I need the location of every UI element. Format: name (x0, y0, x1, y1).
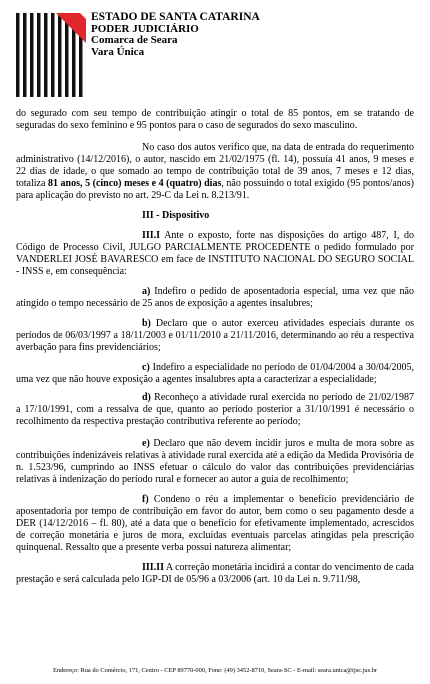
item-f-label: f) (142, 494, 149, 505)
item-b-text: Declaro que o autor exerceu atividades especiais durante os períodos de 06/03/1997 a 18/11/2003 e 01/11/2010 a 21/11/2016, determinando ao réu a respectiva averbação para fins previdenciários; (16, 318, 414, 353)
court-name: Vara Única (91, 45, 145, 58)
tjsc-logo-icon (16, 13, 86, 97)
item-a (16, 286, 414, 310)
ruling-text: Ante o exposto, forte nas disposições do artigo 487, I, do Código de Processo Civil, JULGO PARCIALMENTE PROCEDENTE o pedido formulado por VANDERLEI JOSÉ BAVARESCO em face de INSTITUTO NACIONAL DO SEGURO SOCIAL - INSS e, em consequência: (16, 230, 414, 277)
court-identification (91, 12, 260, 58)
item-c (16, 362, 414, 386)
case-analysis-text-start: No caso dos autos verifico que, na data de entrada do requerimento administrativo (14/12/2016), o autor, nascido em 21/02/1975 (fl. 14), possuía 41 anos, 9 meses e 22 dias de idade, o que somado ao tempo de contribuição total de 39 anos, 7 meses e 12 dias, totaliza (16, 142, 414, 189)
item-a-text: Indefiro o pedido de aposentadoria especial, uma vez que não atingido o tempo necessário de 25 anos de exposição a agentes insalubres; (16, 286, 414, 309)
item-f (16, 494, 414, 554)
paragraph-case-analysis (16, 142, 414, 202)
item-d-text: Reconheço a atividade rural exercida no período de 21/02/1987 a 17/10/1991, com a ressalva de que, quanto ao período posterior a 31/10/1991 é necessário o recolhimento da respectiva prestação contributiva referente ao período; (16, 392, 414, 427)
item-d-label: d) (142, 392, 151, 403)
monetary-correction-label: III.II (142, 562, 164, 573)
section-heading-dispositivo: III - Dispositivo (142, 210, 210, 221)
item-f-text: Condeno o réu a implementar o benefício previdenciário de aposentadoria por tempo de contribuição em favor do autor, bem como o seu pagamento desde a DER (14/12/2016 – fl. 80), até a data que o benefício for efetivamente implementado, acrescidos de correção monetária e juros de mora, excluídas eventuais parcelas atingidas pela prescrição quinquenal. Ressalto que a presente verba possui natureza alimentar; (16, 494, 414, 553)
item-a-label: a) (142, 286, 151, 297)
item-e-text: Declaro que não devem incidir juros e multa de mora sobre as contribuições indenizáveis relativas à atividade rural exercida até a edição da Medida Provisória de n. 1.523/96, cumprindo ao INSS efetuar o cálculo do valor das contribuições previdenciárias relativas à indenização do período rural e fornecer ao autor a guia de recolhimento; (16, 438, 414, 485)
case-analysis-text-end: , não possuindo o total exigido (95 pontos/anos) para aplicação do previsto no art. 29-C da Lei n. 8.213/91. (16, 178, 414, 201)
document-footer-address: Endereço: Rua do Comércio, 171, Centro - CEP 89770-000, Fone: (49) 3452-8710, Seara-SC - E-mail: seara.unica@tjsc.jus.br (52, 667, 378, 674)
paragraph-continuation: do segurado com seu tempo de contribuição atingir o total de 85 pontos, em se tratando de seguradas do sexo feminino e 95 pontos para o caso de segurados do sexo masculino. (16, 108, 414, 131)
item-b-label: b) (142, 318, 151, 329)
state-name: ESTADO DE SANTA CATARINA (91, 11, 260, 23)
judiciary-name: PODER JUDICIÁRIO (91, 22, 199, 35)
case-analysis-total: 81 anos, 5 (cinco) meses e 4 (quatro) dias (48, 178, 222, 189)
item-c-text: Indefiro a especialidade no período de 01/04/2004 a 30/04/2005, uma vez que não houve exposição a agentes insalubres apta a caracterizar a especialidade; (16, 362, 414, 385)
item-e-label: e) (142, 438, 150, 449)
item-c-label: c) (142, 362, 150, 373)
monetary-correction-text: A correção monetária incidirá a contar do vencimento de cada prestação e será calculada pelo IGP-DI de 05/96 a 03/2006 (art. 10 da Lei n. 9.711/98, (16, 562, 414, 585)
district-name: Comarca de Seara (91, 34, 178, 46)
paragraph-ruling (16, 230, 414, 278)
item-e (16, 438, 414, 486)
item-d (16, 392, 414, 428)
document-header (0, 0, 430, 100)
paragraph-monetary-correction (16, 562, 414, 586)
document-body (16, 108, 414, 594)
item-b (16, 318, 414, 354)
ruling-label: III.I (142, 230, 161, 241)
